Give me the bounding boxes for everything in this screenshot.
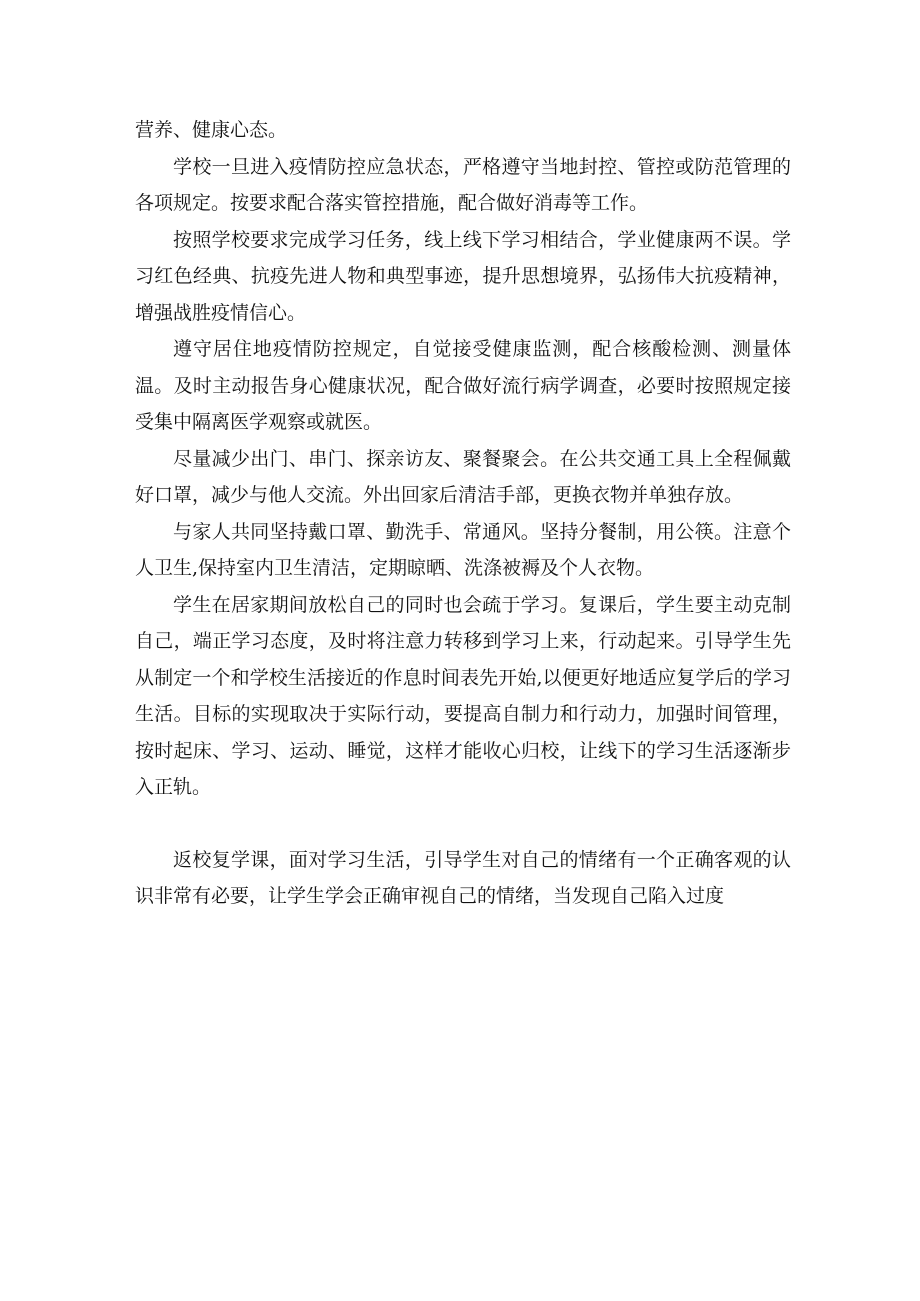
paragraph-emotions: 返校复学课，面对学习生活，引导学生对自己的情绪有一个正确客观的认识非常有必要，让学生学会正确审视自己的情绪，当发现自己陷入过度 <box>135 848 791 907</box>
document-body <box>135 112 791 915</box>
paragraph-family-hygiene: 与家人共同坚持戴口罩、勤洗手、常通风。坚持分餐制，用公筷。注意个人卫生,保持室内卫生清洁，定期晾晒、洗涤被褥及个人衣物。 <box>135 520 791 579</box>
paragraph-continuation: 营养、健康心态。 <box>135 119 288 141</box>
paragraph-emergency-state: 学校一旦进入疫情防控应急状态，严格遵守当地封控、管控或防范管理的各项规定。按要求配合落实管控措施，配合做好消毒等工作。 <box>135 155 791 214</box>
paragraph-study-tasks: 按照学校要求完成学习任务，线上线下学习相结合，学业健康两不误。学习红色经典、抗疫先进人物和典型事迹，提升思想境界，弘扬伟大抗疫精神，增强战胜疫情信心。 <box>135 228 791 324</box>
paragraph-residence-rules: 遵守居住地疫情防控规定，自觉接受健康监测，配合核酸检测、测量体温。及时主动报告身心健康状况，配合做好流行病学调查，必要时按照规定接受集中隔离医学观察或就医。 <box>135 338 791 433</box>
paragraph-study-discipline: 学生在居家期间放松自己的同时也会疏于学习。复课后，学生要主动克制自己，端正学习态度，及时将注意力转移到学习上来，行动起来。引导学生先从制定一个和学校生活接近的作息时间表先开始,以便更好地适应复学后的学习生活。目标的实现取决于实际行动，要提高自制力和行动力，加强时间管理，按时起床、学习、运动、睡觉，这样才能收心归校，让线下的学习生活逐渐步入正轨。 <box>135 593 791 798</box>
paragraph-reduce-outings: 尽量减少出门、串门、探亲访友、聚餐聚会。在公共交通工具上全程佩戴好口罩，减少与他人交流。外出回家后清洁手部，更换衣物并单独存放。 <box>135 447 791 506</box>
